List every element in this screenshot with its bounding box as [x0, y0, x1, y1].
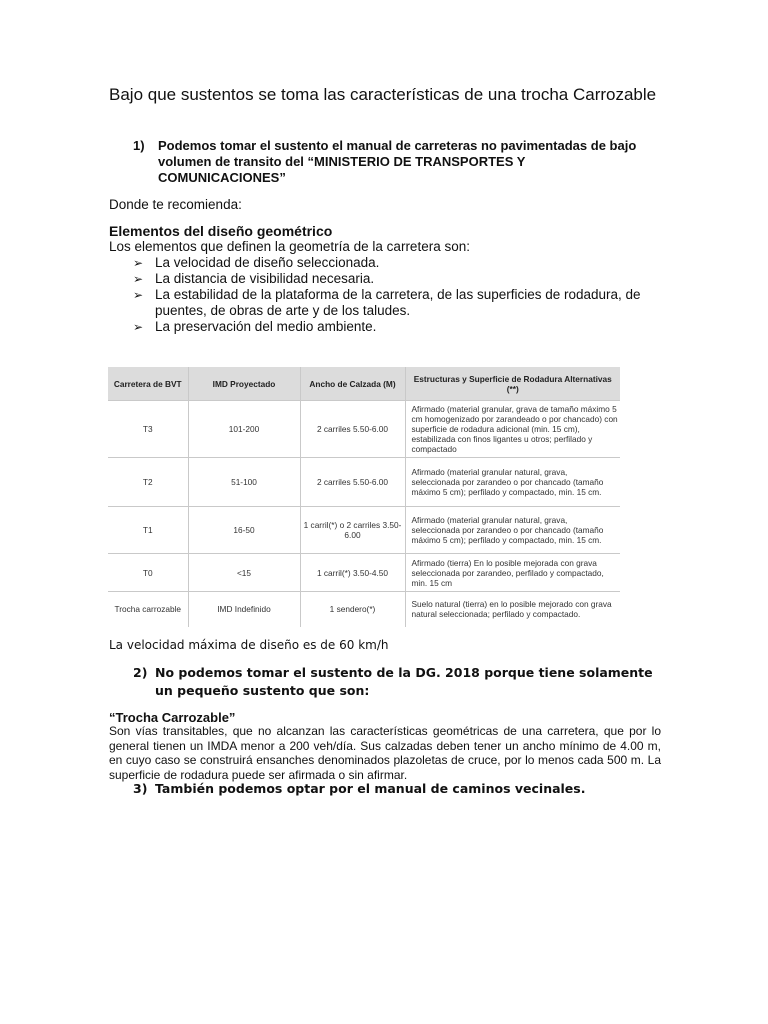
table-cell: Suelo natural (tierra) en lo posible mejorado con grava natural seleccionada; perfilado y compactado.: [405, 592, 620, 627]
table-cell: 2 carriles 5.50-6.00: [300, 401, 405, 458]
table-cell: Afirmado (material granular natural, grava, seleccionada por zarandeo o por chancado (tamaño máximo 5 cm); perfilado y compactado, min. 15 cm.: [405, 507, 620, 554]
table-cell: Afirmado (tierra) En lo posible mejorada con grava seleccionada por zarandeo, perfilado y compactado, min. 15 cm: [405, 554, 620, 592]
velocidad-text: La velocidad máxima de diseño es de 60 km/h: [109, 638, 389, 652]
header-estructuras: Estructuras y Superficie de Rodadura Alternativas (**): [405, 367, 620, 401]
table-cell: Trocha carrozable: [108, 592, 188, 627]
item-3-number: 3): [133, 781, 148, 796]
table-cell: Afirmado (material granular natural, grava, seleccionada por zarandeo o por chancado (tamaño máximo 5 cm); perfilado y compactado, min. 15 cm.: [405, 458, 620, 507]
item-2-text: No podemos tomar el sustento de la DG. 2018 porque tiene solamente un pequeño sustento que son:: [155, 665, 653, 698]
table-row: [108, 507, 620, 554]
bullet-text: La distancia de visibilidad necesaria.: [155, 271, 375, 286]
table-cell: T0: [108, 554, 188, 592]
arrow-bullet-icon: ➢: [133, 272, 144, 286]
bullet-item: [133, 287, 653, 319]
trocha-title: “Trocha Carrozable”: [109, 710, 236, 725]
table-cell: IMD Indefinido: [188, 592, 300, 627]
table-cell: T1: [108, 507, 188, 554]
header-ancho: Ancho de Calzada (M): [300, 367, 405, 401]
bullet-item: [133, 319, 653, 335]
table-cell: 1 sendero(*): [300, 592, 405, 627]
table-cell: 1 carril(*) 3.50-4.50: [300, 554, 405, 592]
table-header-row: [108, 367, 620, 401]
table-row: [108, 458, 620, 507]
arrow-bullet-icon: ➢: [133, 320, 144, 334]
table-row: [108, 401, 620, 458]
bvt-roads-table: [108, 367, 620, 627]
numbered-item-1: [133, 138, 653, 186]
table-cell: Afirmado (material granular, grava de tamaño máximo 5 cm homogenizado por zarandeado o por chancado) con superficie de rodadura adicional (min. 15 cm), estabilizada con finos ligantes u otros; perfilado y compactado: [405, 401, 620, 458]
arrow-bullet-icon: ➢: [133, 256, 144, 270]
bullet-text: La estabilidad de la plataforma de la carretera, de las superficies de rodadura, de puentes, de obras de arte y de los taludes.: [155, 287, 641, 318]
table-row: [108, 592, 620, 627]
header-carretera: Carretera de BVT: [108, 367, 188, 401]
recommend-text: Donde te recomienda:: [109, 197, 242, 212]
item-1-text: Podemos tomar el sustento el manual de carreteras no pavimentadas de bajo volumen de transito del “MINISTERIO DE TRANSPORTES Y COMUNICACIONES”: [158, 138, 637, 185]
header-imd: IMD Proyectado: [188, 367, 300, 401]
table-cell: T3: [108, 401, 188, 458]
item-3-text: También podemos optar por el manual de caminos vecinales.: [155, 781, 586, 796]
page-title: Bajo que sustentos se toma las características de una trocha Carrozable: [109, 85, 657, 104]
arrow-bullet-icon: ➢: [133, 288, 144, 302]
table-cell: T2: [108, 458, 188, 507]
table-cell: 51-100: [188, 458, 300, 507]
table-cell: <15: [188, 554, 300, 592]
table-cell: 101-200: [188, 401, 300, 458]
bullet-item: [133, 255, 653, 271]
bullet-text: La preservación del medio ambiente.: [155, 319, 377, 334]
trocha-paragraph: Son vías transitables, que no alcanzan las características geométricas de una carretera, que por lo general tienen un IMDA menor a 200 veh/día. Sus calzadas deben tener un ancho mínimo de 4.00 m, en cuyo caso se construirá ensanches denominados plazoletas de cruce, por lo menos cada 500 m. La superficie de rodadura puede ser afirmada o sin afirmar.: [109, 724, 661, 782]
bullet-item: [133, 271, 653, 287]
table-cell: 16-50: [188, 507, 300, 554]
table-cell: 1 carril(*) o 2 carriles 3.50-6.00: [300, 507, 405, 554]
numbered-item-2: [133, 664, 653, 702]
bullet-list: [133, 255, 653, 335]
numbered-item-3: [133, 780, 653, 798]
item-1-number: 1): [133, 138, 145, 153]
section-title: Elementos del diseño geométrico: [109, 223, 333, 239]
item-2-number: 2): [133, 665, 148, 680]
bullet-text: La velocidad de diseño seleccionada.: [155, 255, 380, 270]
table-cell: 2 carriles 5.50-6.00: [300, 458, 405, 507]
section-intro: Los elementos que definen la geometría de la carretera son:: [109, 239, 470, 254]
table-row: [108, 554, 620, 592]
